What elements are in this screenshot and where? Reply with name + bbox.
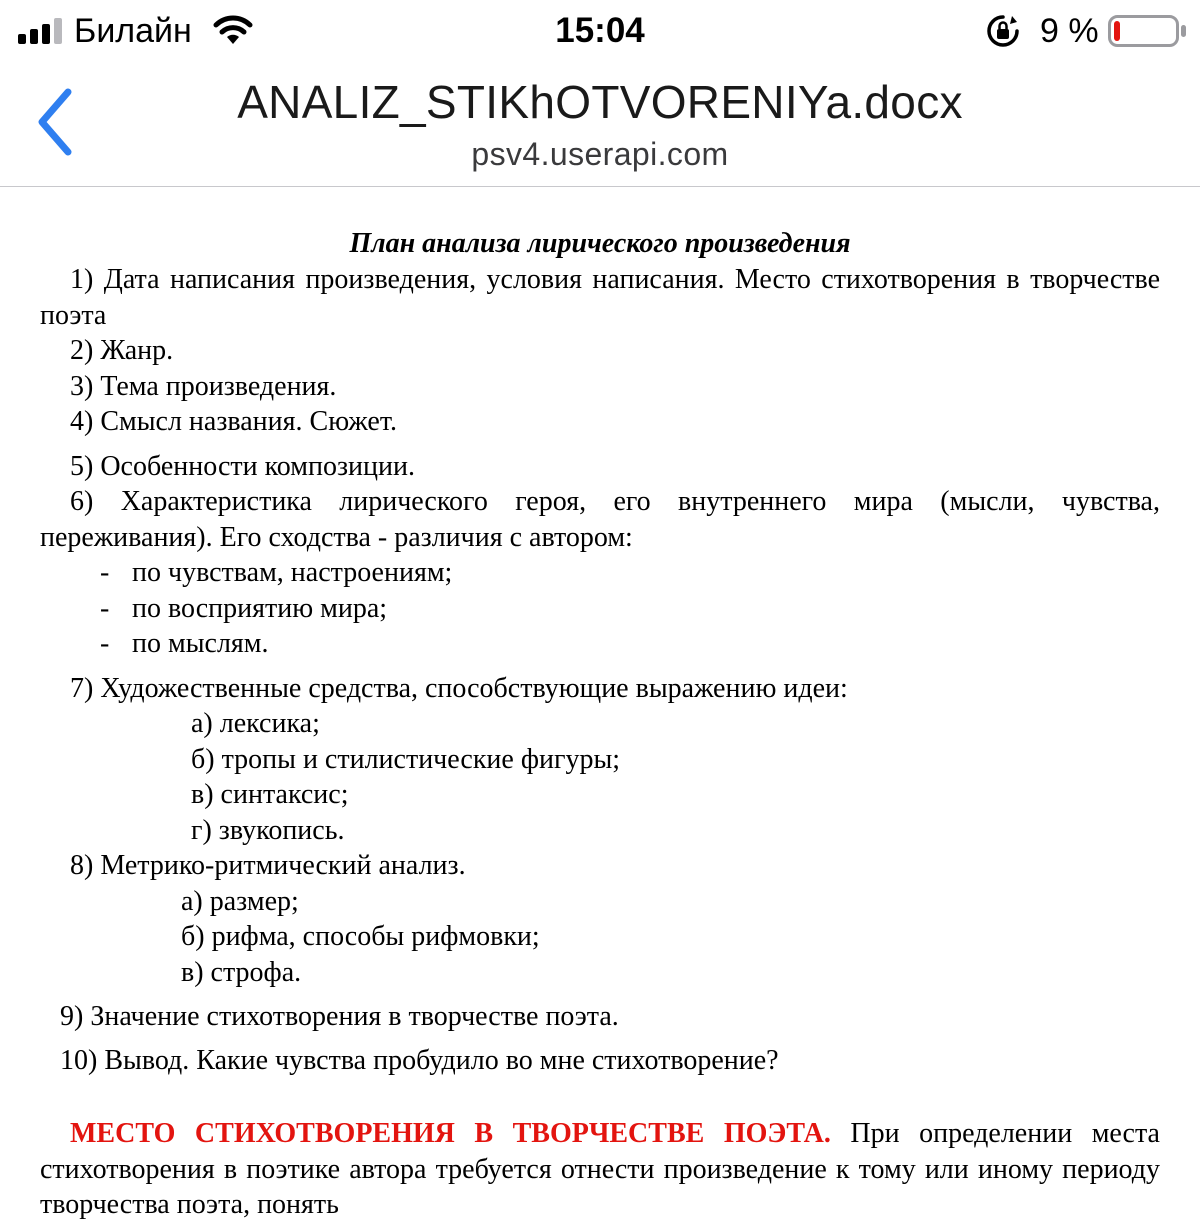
plan-item-6-sub-text: по мыслям.: [132, 628, 269, 659]
dash-bullet: -: [100, 592, 110, 624]
plan-item-9: 9) Значение стихотворения в творчестве поэта.: [60, 1001, 619, 1032]
rotation-lock-icon: [986, 14, 1020, 48]
plan-item-5: 5) Особенности композиции.: [70, 450, 415, 482]
document-host: psv4.userapi.com: [471, 136, 729, 172]
plan-item-7-sub: г) звукопись.: [191, 814, 345, 846]
document-content: [40, 186, 1160, 1223]
plan-item-6-sub-text: по восприятию мира;: [132, 592, 388, 624]
document-heading: План анализа лирического произведения: [349, 228, 851, 259]
battery-icon: [1108, 15, 1188, 47]
section-paragraph: [40, 1116, 1160, 1223]
plan-item-7-sub: а) лексика;: [191, 708, 320, 739]
plan-item-1: 1) Дата написания произведения, условия написания. Место стихотворения в творчестве поэта: [40, 264, 1160, 331]
plan-item-6-sub: [40, 591, 1160, 627]
plan-item-8: 8) Метрико-ритмический анализ.: [70, 850, 466, 881]
battery-percentage: 9 %: [1040, 12, 1099, 50]
status-bar: [0, 0, 1200, 62]
plan-item-6-sub-text: по чувствам, настроениям;: [132, 557, 453, 588]
plan-item-6-sub: [40, 626, 1160, 662]
section-text: При определении места стихотворения в поэтике автора требуется отнести произведение к тому или иному периоду творчества поэта, понять: [40, 1118, 1160, 1220]
plan-item-6-sub: [40, 555, 1160, 591]
dash-bullet: -: [100, 628, 110, 659]
plan-item-8-sub: б) рифма, способы рифмовки;: [181, 921, 540, 952]
plan-item-10: 10) Вывод. Какие чувства пробудило во мне стихотворение?: [60, 1044, 779, 1076]
plan-item-7-sub: в) синтаксис;: [191, 779, 349, 810]
navigation-bar: [0, 62, 1200, 187]
plan-item-4: 4) Смысл названия. Сюжет.: [70, 406, 397, 437]
carrier-name: Билайн: [74, 12, 192, 50]
plan-item-7: 7) Художественные средства, способствующие выражению идеи:: [70, 672, 848, 704]
plan-item-6: 6) Характеристика лирического героя, его внутреннего мира (мысли, чувства, переживания). Его сходства - различия с автором:: [40, 486, 1160, 553]
plan-item-7-sub: б) тропы и стилистические фигуры;: [191, 743, 621, 775]
plan-item-2: 2) Жанр.: [70, 335, 174, 366]
plan-item-8-sub: а) размер;: [181, 885, 299, 917]
clock: 15:04: [555, 11, 645, 50]
document-title: ANALIZ_STIKhOTVORENIYa.docx: [237, 76, 963, 128]
plan-item-3: 3) Тема произведения.: [70, 370, 337, 402]
plan-item-8-sub: в) строфа.: [181, 956, 302, 988]
section-heading: МЕСТО СТИХОТВОРЕНИЯ В ТВОРЧЕСТВЕ ПОЭТА.: [70, 1118, 831, 1149]
dash-bullet: -: [100, 557, 110, 588]
